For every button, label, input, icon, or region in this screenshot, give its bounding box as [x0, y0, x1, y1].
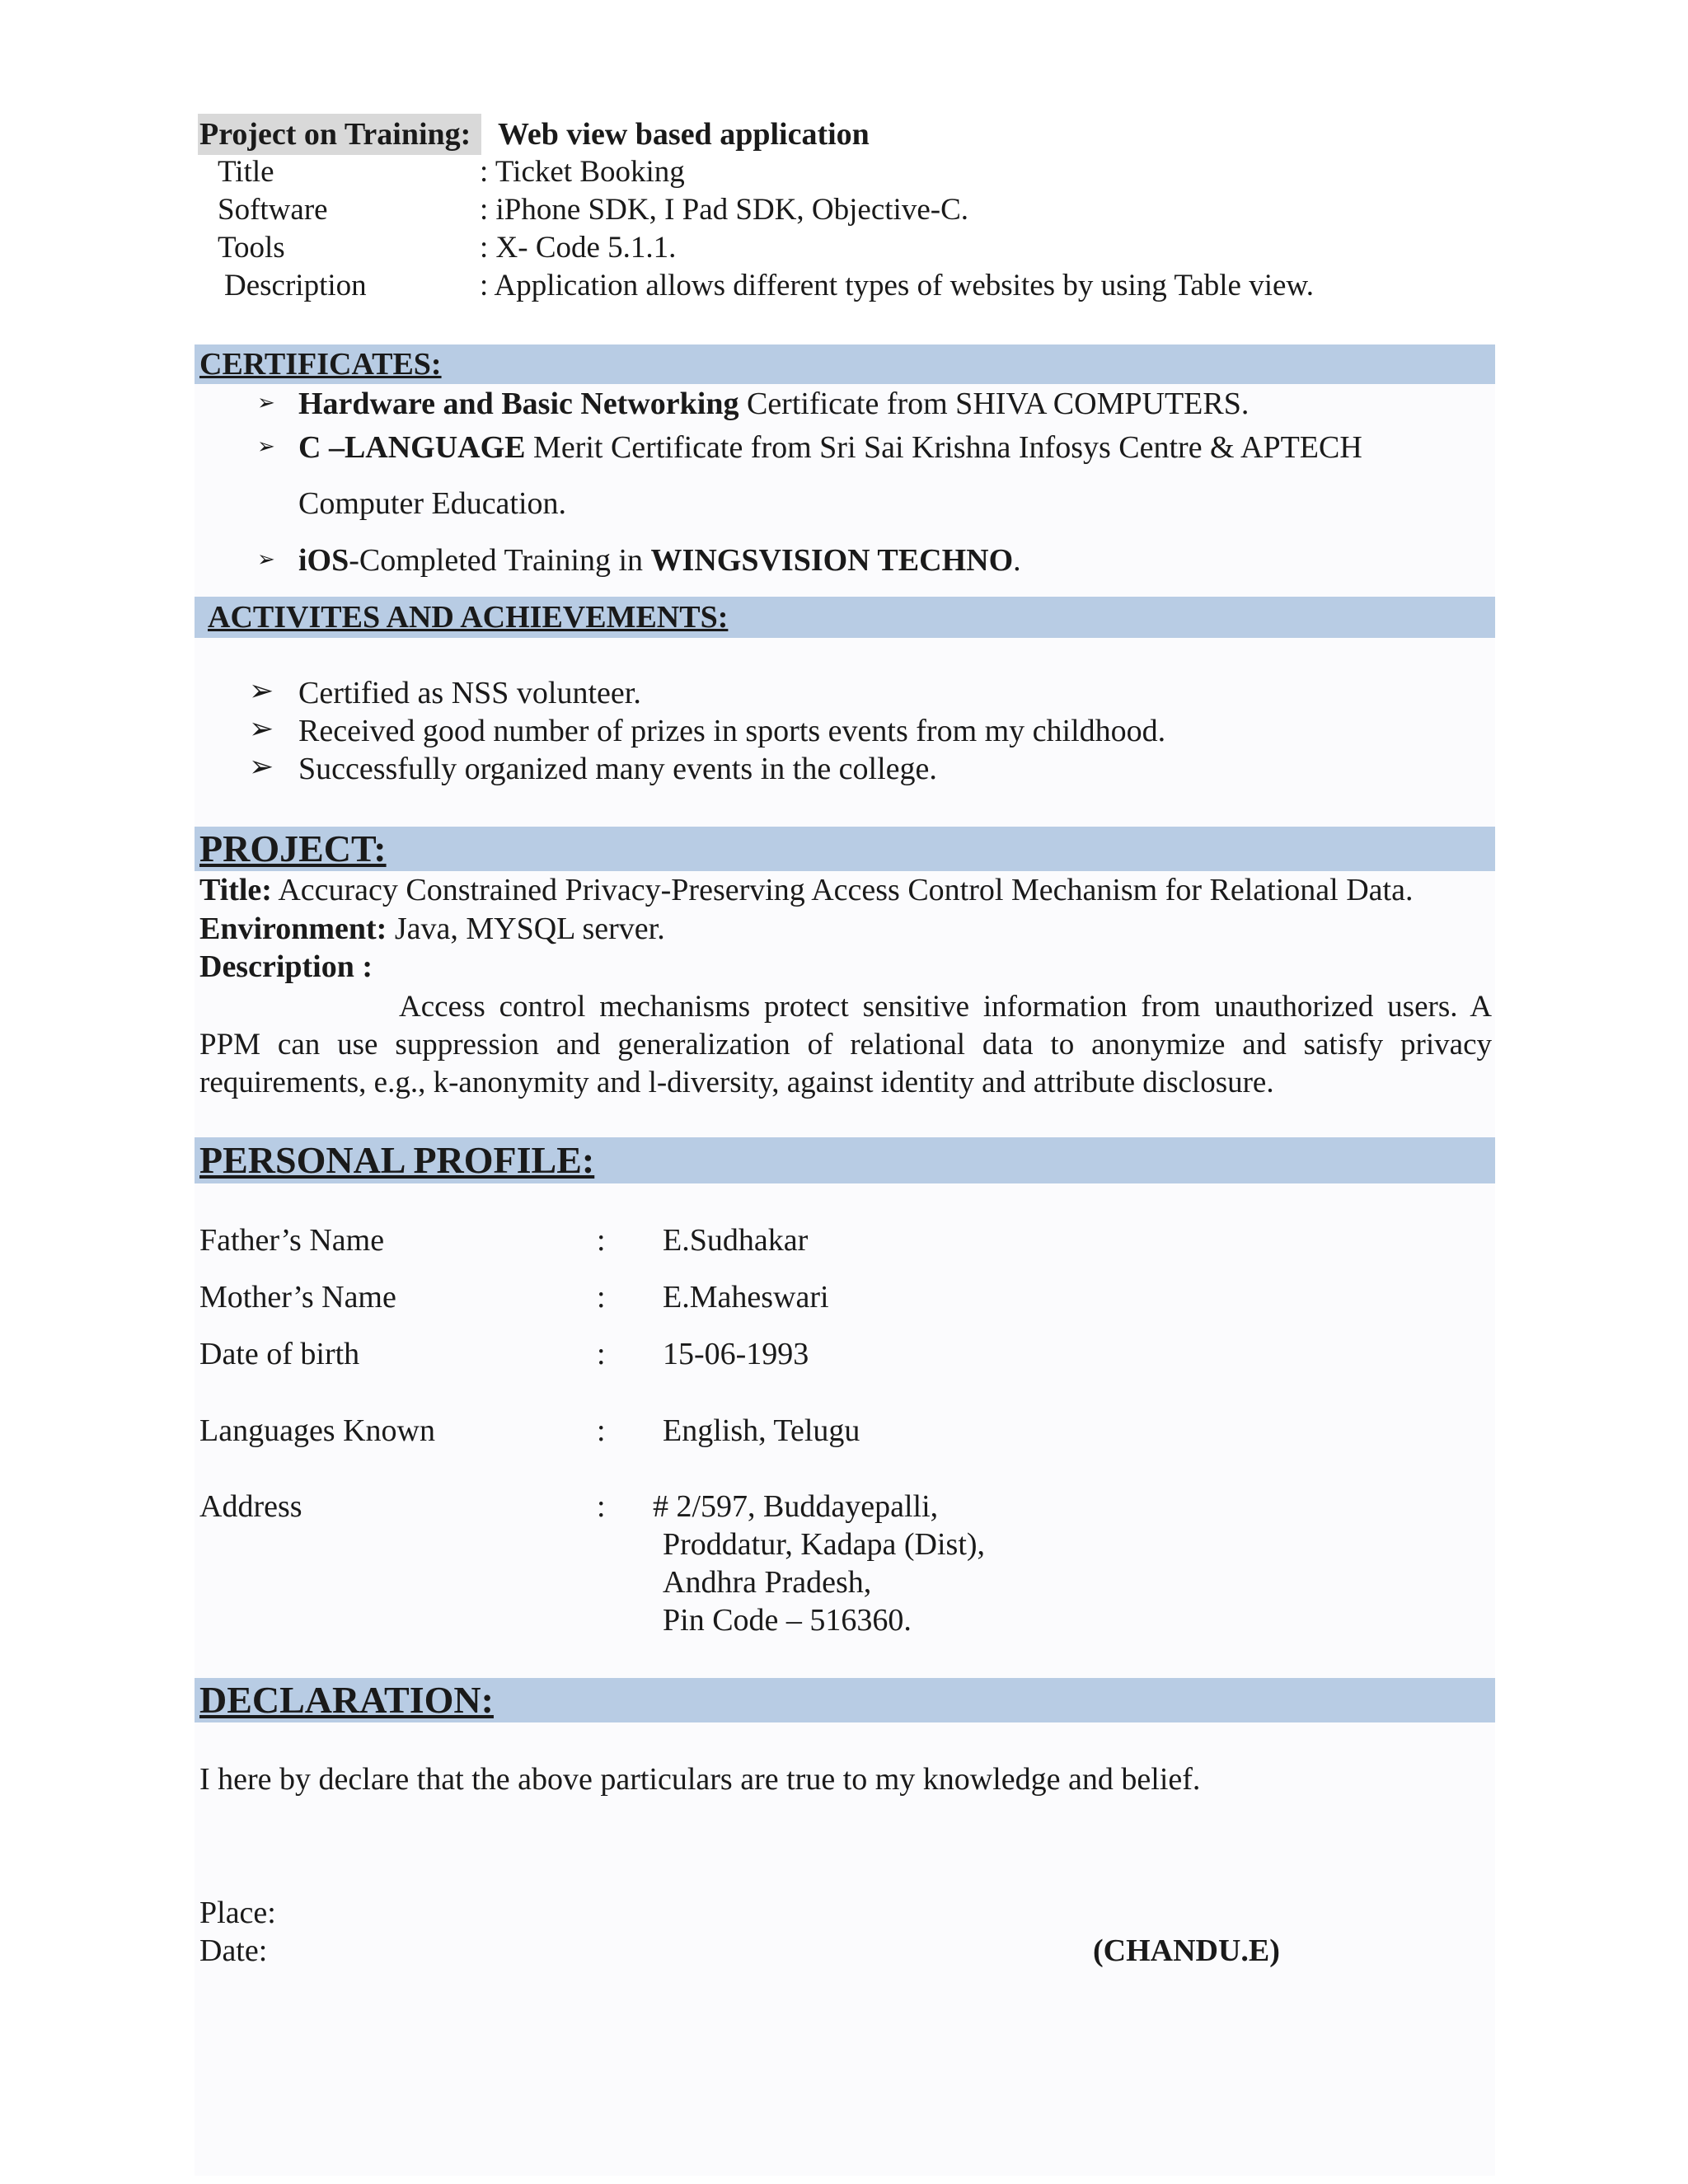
- certificate-item: [298, 429, 1362, 466]
- profile-separator: :: [597, 1223, 606, 1258]
- certificate-institute: WINGSVISION TECHNO: [650, 543, 1014, 578]
- certificate-name: Hardware and Basic Networking: [298, 387, 739, 421]
- project-description-text: Access control mechanisms protect sensitive information from unauthorized users. A PPM can use suppression and generalization of relational data to anonymize and satisfy privacy requirements, e.g., k-anonymity and l-diversity, against identity and attribute disclosure.: [199, 990, 1492, 1099]
- project-environment: [199, 910, 665, 948]
- activity-item: Received good number of prizes in sports events from my childhood.: [298, 714, 1166, 748]
- project-environment-value: Java, MYSQL server.: [387, 912, 665, 946]
- project-title-label: Title:: [199, 873, 272, 907]
- profile-separator: :: [597, 1337, 606, 1371]
- bullet-arrow-icon: ➢: [249, 674, 274, 708]
- date-label: Date:: [199, 1933, 268, 1968]
- training-tools-value: : X- Code 5.1.1.: [480, 231, 677, 265]
- place-label: Place:: [199, 1896, 276, 1930]
- personal-profile-heading: PERSONAL PROFILE:: [199, 1139, 595, 1181]
- profile-separator: :: [597, 1413, 606, 1448]
- certificate-name: C –LANGUAGE: [298, 430, 526, 465]
- training-software-label: Software: [218, 193, 328, 227]
- profile-value: 15-06-1993: [663, 1337, 809, 1371]
- certificate-item: [298, 385, 1249, 423]
- training-tools-label: Tools: [218, 231, 285, 265]
- profile-separator: :: [597, 1280, 606, 1315]
- profile-address-label: Address: [199, 1489, 302, 1524]
- profile-label: Mother’s Name: [199, 1280, 396, 1315]
- training-description-label: Description: [224, 269, 367, 302]
- training-heading: Project on Training:: [199, 117, 471, 152]
- training-title-value: : Ticket Booking: [480, 155, 685, 189]
- profile-label: Languages Known: [199, 1413, 435, 1448]
- certificate-detail: Merit Certificate from Sri Sai Krishna Infosys Centre & APTECH: [525, 430, 1362, 465]
- profile-label: Father’s Name: [199, 1223, 385, 1258]
- activity-item: Successfully organized many events in the college.: [298, 752, 937, 786]
- training-description-value: : Application allows different types of websites by using Table view.: [480, 269, 1314, 302]
- declaration-heading: DECLARATION:: [199, 1679, 494, 1721]
- project-band: [195, 827, 1495, 871]
- certificate-detail: -Completed Training in: [349, 543, 651, 578]
- project-environment-label: Environment:: [199, 912, 387, 946]
- profile-value: E.Maheswari: [663, 1280, 829, 1315]
- certificate-name: iOS: [298, 543, 349, 578]
- project-description-label: Description :: [199, 949, 373, 984]
- address-line: Pin Code – 516360.: [663, 1603, 912, 1638]
- profile-label: Date of birth: [199, 1337, 360, 1371]
- activity-item: Certified as NSS volunteer.: [298, 676, 641, 710]
- signature-name: (CHANDU.E): [1093, 1933, 1280, 1968]
- certificate-item: [298, 541, 1021, 579]
- training-software-value: : iPhone SDK, I Pad SDK, Objective-C.: [480, 193, 968, 227]
- certificate-tail: .: [1013, 543, 1021, 578]
- certificate-continuation: Computer Education.: [298, 486, 567, 521]
- project-title: [199, 871, 1413, 909]
- address-line: Andhra Pradesh,: [663, 1565, 872, 1600]
- project-title-value: Accuracy Constrained Privacy-Preserving Access Control Mechanism for Relational Data.: [271, 873, 1414, 907]
- profile-value: English, Telugu: [663, 1413, 860, 1448]
- bullet-arrow-icon: ➢: [257, 434, 275, 459]
- training-title-label: Title: [218, 155, 274, 189]
- profile-separator: :: [597, 1489, 606, 1524]
- profile-value: E.Sudhakar: [663, 1223, 809, 1258]
- bullet-arrow-icon: ➢: [249, 712, 274, 746]
- bullet-arrow-icon: ➢: [257, 547, 275, 572]
- activities-heading: ACTIVITES AND ACHIEVEMENTS:: [208, 600, 729, 635]
- bullet-arrow-icon: ➢: [249, 750, 274, 784]
- project-heading: PROJECT:: [199, 827, 387, 869]
- address-line: Proddatur, Kadapa (Dist),: [663, 1527, 986, 1562]
- certificate-detail: Certificate from SHIVA COMPUTERS.: [738, 387, 1250, 421]
- bullet-arrow-icon: ➢: [257, 391, 275, 415]
- certificates-heading: CERTIFICATES:: [199, 347, 442, 382]
- address-line: # 2/597, Buddayepalli,: [653, 1489, 939, 1524]
- training-project-name: Web view based application: [498, 117, 870, 152]
- declaration-text: I here by declare that the above particulars are true to my knowledge and belief.: [199, 1762, 1201, 1797]
